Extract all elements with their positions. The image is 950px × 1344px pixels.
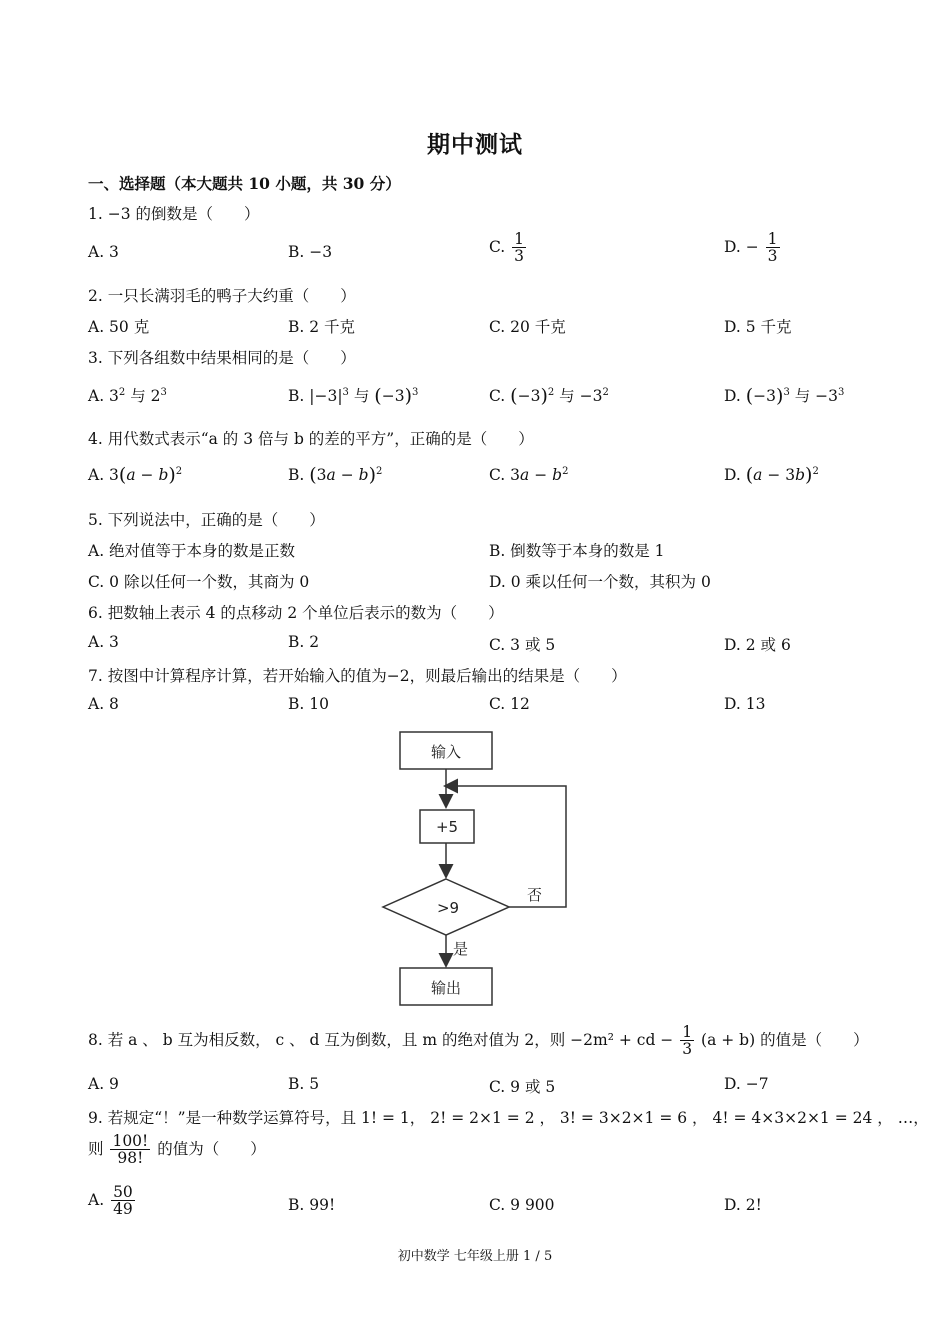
q5-option-d: D. 0 乘以任何一个数，其积为 0	[489, 573, 711, 591]
q9-stem-line1: 9. 若规定“！”是一种数学运算符号，且 1! = 1， 2! = 2×1 = 2 ， 3! = 3×2×1 = 6 ， 4! = 4×3×2×1 = 24 ， …，	[88, 1109, 929, 1127]
section-heading: 一、选择题（本大题共 10 小题，共 30 分）	[88, 174, 401, 193]
q1-stem: 1. −3 的倒数是（ ）	[88, 205, 260, 223]
q1-c-label: C.	[489, 237, 506, 256]
q3-option-a: A. $3^2$ 与 $2^3$	[88, 386, 167, 405]
q8-option-d: D. −7	[724, 1075, 769, 1093]
q7-stem: 7. 按图中计算程序计算，若开始输入的值为−2，则最后输出的结果是（ ）	[88, 667, 627, 685]
q3-option-b: B. $|-3|^3$ 与 $(-3)^3$	[288, 385, 419, 407]
q9-stem-post: 的值为（ ）	[157, 1139, 266, 1158]
q8-option-a: A. 9	[88, 1075, 119, 1093]
q8-den: 3	[682, 1040, 693, 1059]
q1-option-c	[489, 231, 528, 265]
q1-c-num: 1	[514, 230, 525, 248]
q2-option-c: C. 20 千克	[489, 318, 566, 336]
q1-d-label: D. −	[724, 237, 759, 256]
q9-a-label: A.	[88, 1190, 105, 1209]
q6-option-c: C. 3 或 5	[489, 636, 556, 654]
q1-option-d	[724, 231, 782, 265]
q1-d-fraction	[766, 231, 780, 265]
q9-option-c: C. 9 900	[489, 1196, 555, 1214]
q5-option-c: C. 0 除以任何一个数，其商为 0	[88, 573, 310, 591]
q9-option-d: D. 2!	[724, 1196, 762, 1214]
q4-option-c: C. $3a - b^2$	[489, 466, 569, 485]
q7-option-b: B. 10	[288, 695, 329, 713]
q3-option-c: C. $(-3)^2$ 与 $-3^2$	[489, 385, 609, 407]
q5-option-b: B. 倒数等于本身的数是 1	[489, 542, 665, 560]
flowchart	[370, 722, 580, 1014]
q4-option-b: B. $(3a - b)^2$	[288, 464, 383, 487]
q9-fraction	[110, 1133, 150, 1167]
q9-stem-pre: 则	[88, 1139, 104, 1158]
q1-option-b: B. −3	[288, 243, 333, 261]
q6-option-d: D. 2 或 6	[724, 636, 791, 654]
q6-option-a: A. 3	[88, 633, 119, 651]
q7-option-c: C. 12	[489, 695, 530, 713]
q8-num: 1	[682, 1023, 693, 1041]
q1-option-a: A. 3	[88, 243, 119, 261]
q8-fraction	[680, 1024, 694, 1058]
q7-option-a: A. 8	[88, 695, 119, 713]
q4-option-d: D. $(a - 3b)^2$	[724, 464, 819, 487]
page-footer: 初中数学 七年级上册 1 / 5	[397, 1249, 553, 1264]
flowchart-output-label: 输出	[430, 979, 462, 997]
q9-a-den: 49	[113, 1200, 133, 1219]
q8-option-c: C. 9 或 5	[489, 1078, 556, 1096]
q1-d-num: 1	[767, 230, 778, 248]
q8-stem-post: (a + b) 的值是（ ）	[701, 1030, 869, 1049]
flowchart-no-label: 否	[527, 886, 543, 904]
q8-stem-pre: 8. 若 a 、 b 互为相反数， c 、 d 互为倒数，且 m 的绝对值为 2，则 −2m² + cd −	[88, 1030, 674, 1049]
q9-a-num: 50	[113, 1183, 133, 1201]
q4-option-a: A. $3(a - b)^2$	[88, 464, 183, 487]
q9-a-fraction	[111, 1184, 135, 1218]
flowchart-yes-label: 是	[453, 940, 469, 958]
q8-option-b: B. 5	[288, 1075, 320, 1093]
q9-option-a	[88, 1184, 137, 1218]
q3-stem: 3. 下列各组数中结果相同的是（ ）	[88, 349, 356, 367]
flowchart-input-label: 输入	[430, 743, 462, 761]
flowchart-add-label: +5	[435, 818, 459, 836]
q8-stem	[88, 1024, 869, 1058]
q1-c-fraction	[512, 231, 526, 265]
q4-stem: 4. 用代数式表示“a 的 3 倍与 b 的差的平方”，正确的是（ ）	[88, 430, 534, 448]
q2-stem: 2. 一只长满羽毛的鸭子大约重（ ）	[88, 287, 356, 305]
q5-stem: 5. 下列说法中，正确的是（ ）	[88, 511, 325, 529]
q1-d-den: 3	[767, 247, 778, 266]
q3-option-d: D. $(-3)^3$ 与 $-3^3$	[724, 385, 845, 407]
q9-den: 98!	[117, 1149, 144, 1168]
flowchart-condition-label: >9	[436, 899, 460, 917]
q9-stem-line2	[88, 1133, 266, 1167]
q7-option-d: D. 13	[724, 695, 766, 713]
q2-option-b: B. 2 千克	[288, 318, 356, 336]
q2-option-d: D. 5 千克	[724, 318, 792, 336]
q6-option-b: B. 2	[288, 633, 320, 651]
q5-option-a: A. 绝对值等于本身的数是正数	[88, 542, 296, 560]
q9-option-b: B. 99!	[288, 1196, 336, 1214]
q6-stem: 6. 把数轴上表示 4 的点移动 2 个单位后表示的数为（ ）	[88, 604, 504, 622]
q1-c-den: 3	[514, 247, 525, 266]
page-title: 期中测试	[427, 131, 523, 158]
q2-option-a: A. 50 克	[88, 318, 150, 336]
q9-num: 100!	[112, 1132, 149, 1150]
